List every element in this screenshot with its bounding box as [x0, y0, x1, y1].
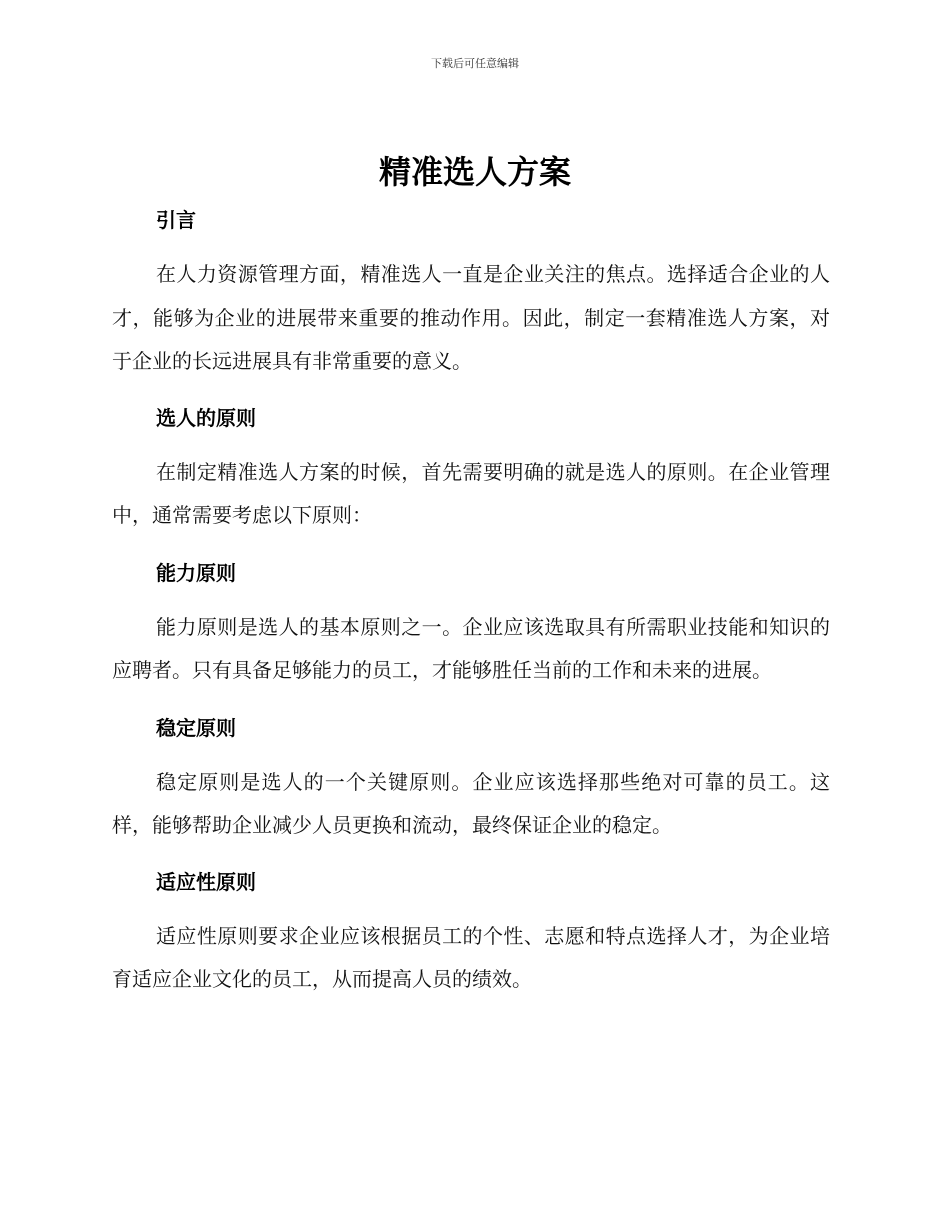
page-header-note: 下载后可任意编辑 — [431, 57, 519, 70]
section-heading-stability-principle: 稳定原则 — [156, 715, 236, 740]
section-heading-ability-principle: 能力原则 — [156, 560, 236, 585]
section-paragraph-selection-principles: 在制定精准选人方案的时候，首先需要明确的就是选人的原则。在企业管理中，通常需要考虑以下原则： — [112, 459, 830, 527]
section-heading-introduction: 引言 — [156, 208, 196, 232]
section-heading-adaptability-principle: 适应性原则 — [156, 869, 256, 894]
section-paragraph-stability-principle: 稳定原则是选人的一个关键原则。企业应该选择那些绝对可靠的员工。这样，能够帮助企业减少人员更换和流动，最终保证企业的稳定。 — [112, 769, 830, 837]
section-paragraph-adaptability-principle: 适应性原则要求企业应该根据员工的个性、志愿和特点选择人才，为企业培育适应企业文化的员工，从而提高人员的绩效。 — [112, 923, 830, 991]
document-title: 精准选人方案 — [378, 153, 571, 191]
section-heading-selection-principles: 选人的原则 — [156, 405, 256, 430]
section-paragraph-ability-principle: 能力原则是选人的基本原则之一。企业应该选取具有所需职业技能和知识的应聘者。只有具备足够能力的员工，才能够胜任当前的工作和未来的进展。 — [112, 614, 830, 682]
section-paragraph-introduction: 在人力资源管理方面，精准选人一直是企业关注的焦点。选择适合企业的人才，能够为企业的进展带来重要的推动作用。因此，制定一套精准选人方案，对于企业的长远进展具有非常重要的意义。 — [112, 262, 830, 373]
document-body — [112, 200, 830, 1002]
